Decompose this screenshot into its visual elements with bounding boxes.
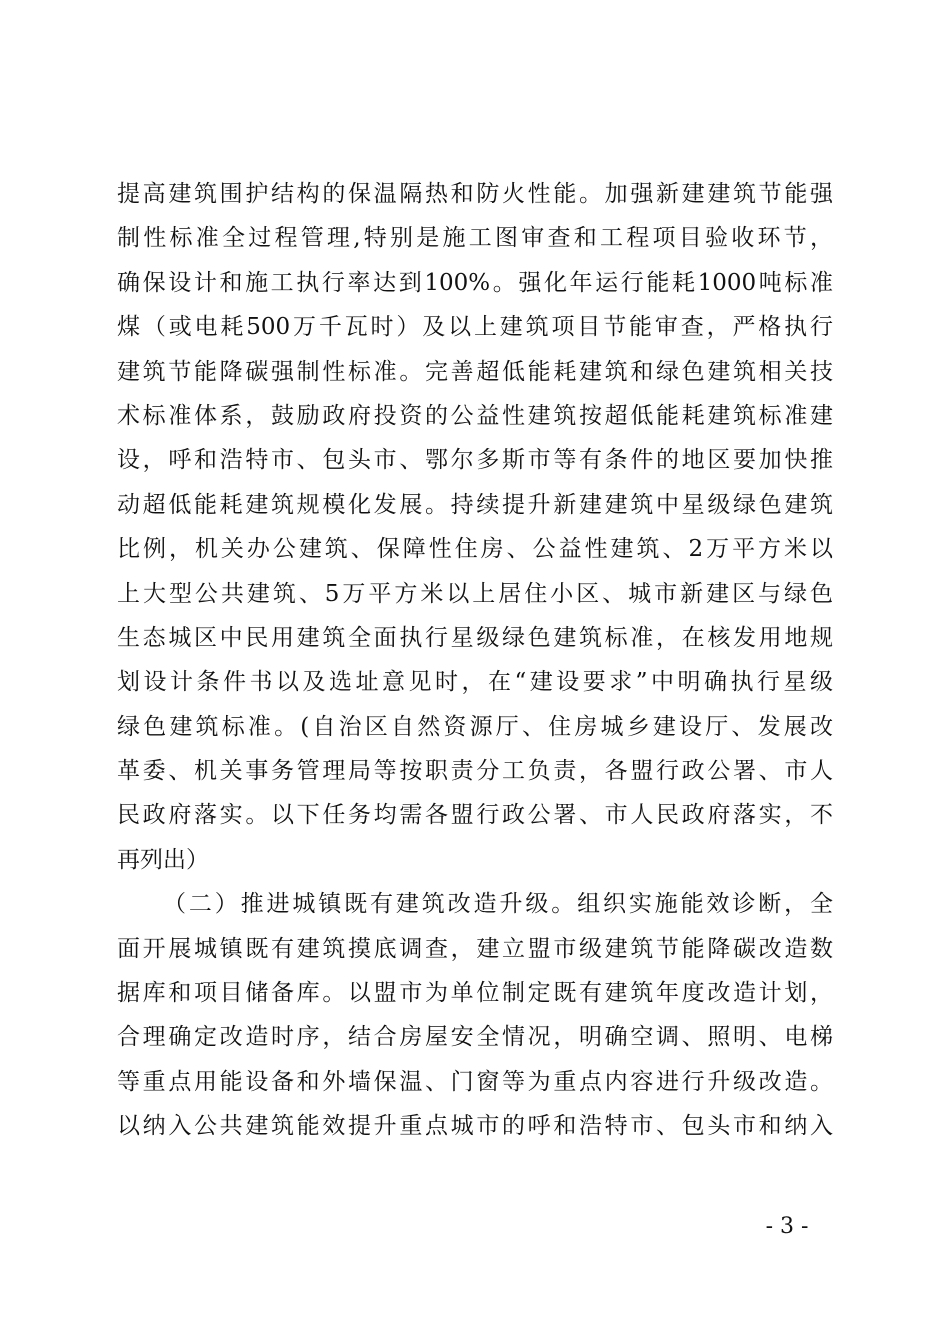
text-line: 合理确定改造时序，结合房屋安全情况，明确空调、照明、电梯	[117, 1024, 833, 1051]
text-line: 动超低能耗建筑规模化发展。持续提升新建建筑中星级绿色建筑	[117, 491, 833, 518]
text-line: 绿色建筑标准。(自治区自然资源厅、住房城乡建设厅、发展改	[117, 713, 833, 740]
text-line: 据库和项目储备库。以盟市为单位制定既有建筑年度改造计划，	[117, 980, 833, 1007]
page-number: - 3 -	[765, 1214, 809, 1239]
text-line: 上大型公共建筑、5万平方米以上居住小区、城市新建区与绿色	[117, 580, 833, 607]
text-line: 划设计条件书以及选址意见时，在“建设要求”中明确执行星级	[117, 669, 833, 696]
section-heading-line: （二）推进城镇既有建筑改造升级。组织实施能效诊断，全	[163, 891, 833, 918]
text-line: 设，呼和浩特市、包头市、鄂尔多斯市等有条件的地区要加快推	[117, 447, 833, 474]
text-line: 建筑节能降碳强制性标准。完善超低能耗建筑和绿色建筑相关技	[117, 358, 833, 385]
text-line: 制性标准全过程管理,特别是施工图审查和工程项目验收环节，	[117, 225, 833, 252]
text-line: 革委、机关事务管理局等按职责分工负责，各盟行政公署、市人	[117, 758, 833, 785]
text-line: 民政府落实。以下任务均需各盟行政公署、市人民政府落实，不	[117, 802, 833, 829]
text-line: 生态城区中民用建筑全面执行星级绿色建筑标准，在核发用地规	[117, 624, 833, 651]
text-line: 提高建筑围护结构的保温隔热和防火性能。加强新建建筑节能强	[117, 181, 833, 207]
text-line: 比例，机关办公建筑、保障性住房、公益性建筑、2万平方米以	[117, 536, 833, 563]
document-body	[117, 172, 833, 1149]
text-line: 面开展城镇既有建筑摸底调查，建立盟市级建筑节能降碳改造数	[117, 935, 833, 962]
text-line: 煤（或电耗500万千瓦时）及以上建筑项目节能审查，严格执行	[117, 314, 833, 341]
text-line: 再列出）	[117, 846, 209, 873]
text-line: 等重点用能设备和外墙保温、门窗等为重点内容进行升级改造。	[117, 1068, 833, 1095]
text-line: 术标准体系，鼓励政府投资的公益性建筑按超低能耗建筑标准建	[117, 402, 833, 429]
text-line: 确保设计和施工执行率达到100%。强化年运行能耗1000吨标准	[117, 269, 833, 296]
text-line: 以纳入公共建筑能效提升重点城市的呼和浩特市、包头市和纳入	[117, 1113, 833, 1140]
